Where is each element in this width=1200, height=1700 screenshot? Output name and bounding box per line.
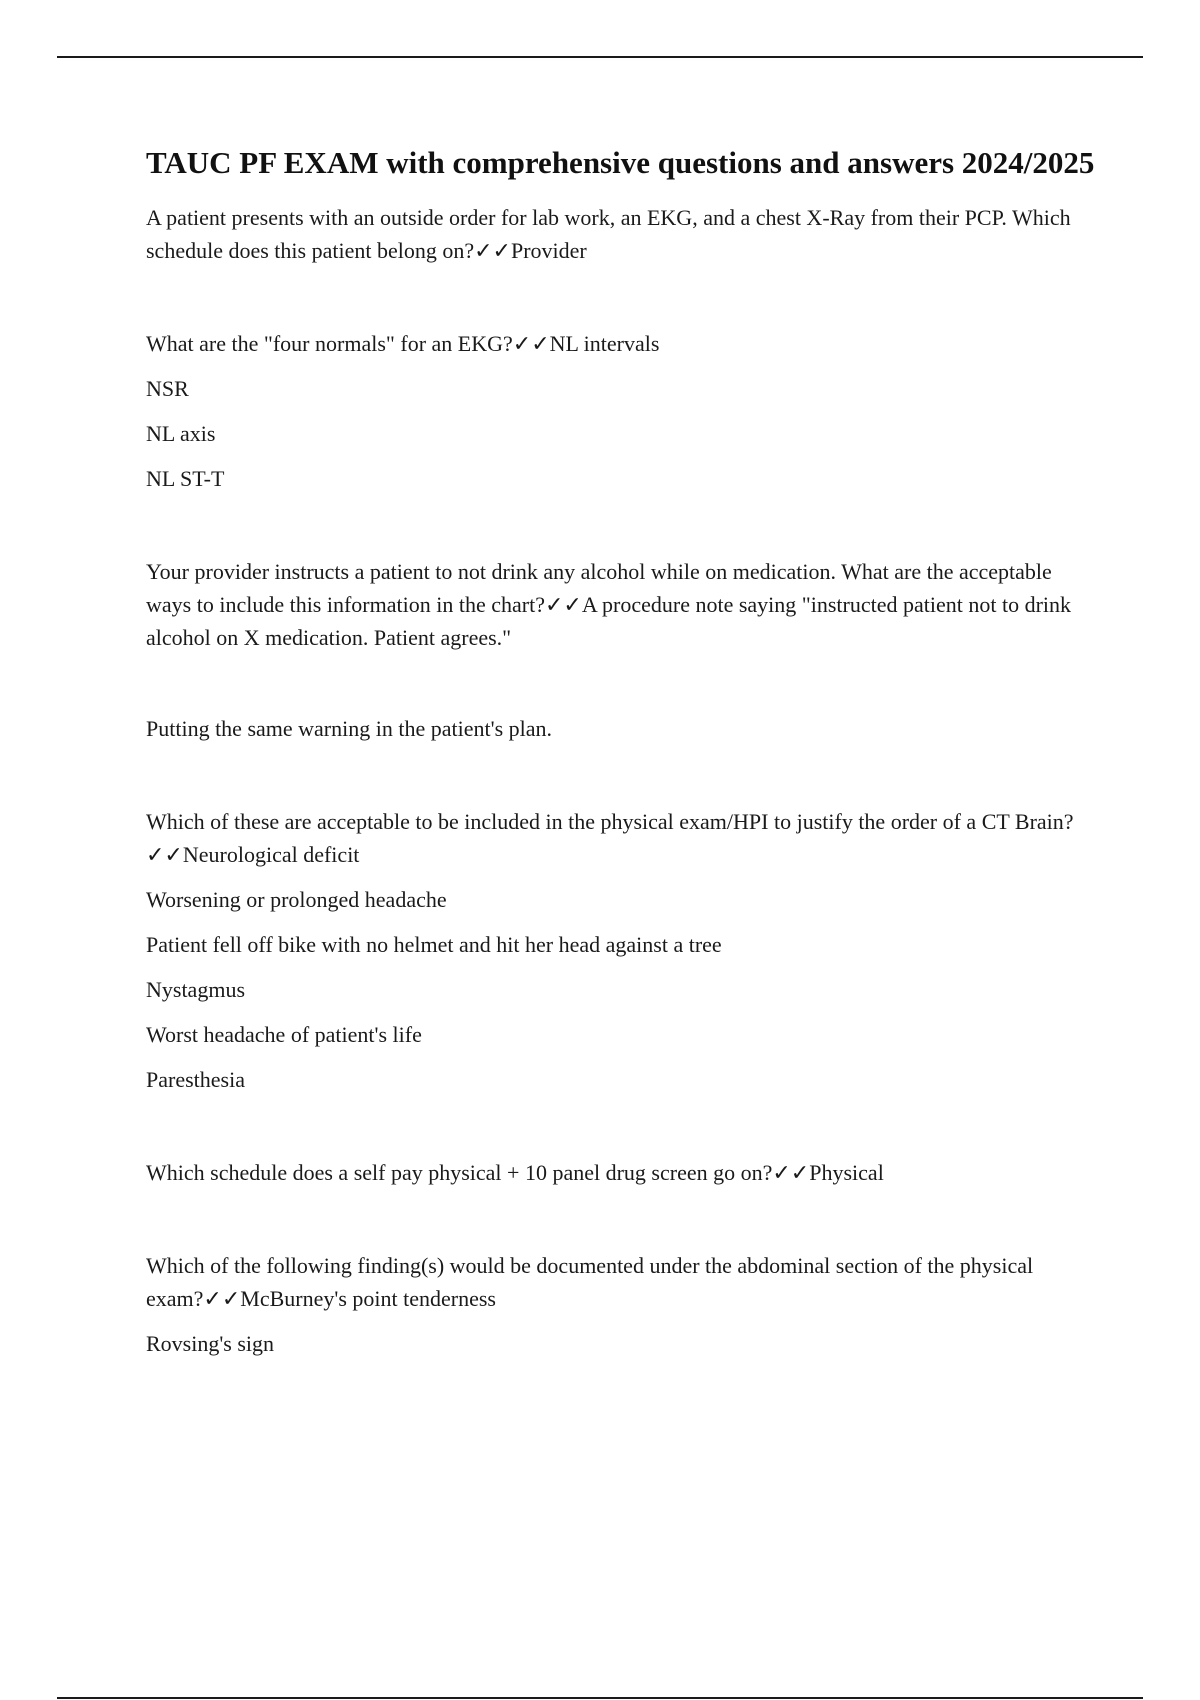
answer-line: Nystagmus xyxy=(146,977,245,1002)
question-text: A patient presents with an outside order for lab work, an EKG, and a chest X-Ray from their PCP. Which schedule does this patient belong on? xyxy=(146,205,1071,263)
question-text: What are the "four normals" for an EKG? xyxy=(146,331,513,356)
answer-text: Neurological deficit xyxy=(182,842,360,867)
answer-line: Putting the same warning in the patient's plan. xyxy=(146,716,553,741)
bottom-rule xyxy=(57,1697,1143,1699)
answer-line: NL ST-T xyxy=(146,466,225,491)
question-text: Which of these are acceptable to be included in the physical exam/HPI to justify the order of a CT Brain? xyxy=(146,809,1074,834)
check-marks: ✓✓ xyxy=(203,1286,241,1311)
qa-2 xyxy=(146,327,1096,360)
answer-line: Patient fell off bike with no helmet and hit her head against a tree xyxy=(146,932,722,957)
check-marks: ✓✓ xyxy=(474,238,511,263)
answer-line: NSR xyxy=(146,376,189,401)
answer-text: NL intervals xyxy=(549,331,660,356)
top-rule xyxy=(57,56,1143,58)
question-text: Which of the following finding(s) would be documented under the abdominal section of the physical exam? xyxy=(146,1253,1034,1311)
qa-4 xyxy=(146,805,1096,871)
answer-line: Worsening or prolonged headache xyxy=(146,887,447,912)
question-text: Which schedule does a self pay physical + 10 panel drug screen go on? xyxy=(146,1160,773,1185)
question-text: Your provider instructs a patient to not drink any alcohol while on medication. What are the acceptable ways to include this information in the chart? xyxy=(146,559,1052,617)
answer-line: Rovsing's sign xyxy=(146,1331,275,1356)
answer-line: NL axis xyxy=(146,421,216,446)
answer-line: Worst headache of patient's life xyxy=(146,1022,422,1047)
check-marks: ✓✓ xyxy=(512,331,550,356)
qa-6 xyxy=(146,1249,1096,1315)
document-body xyxy=(146,142,1096,1360)
answer-text: A procedure note saying "instructed patient not to drink alcohol on X medication. Patient agrees." xyxy=(146,592,1072,650)
answer-text: McBurney's point tenderness xyxy=(240,1286,496,1311)
check-marks: ✓✓ xyxy=(146,842,183,867)
answer-line: Paresthesia xyxy=(146,1067,245,1092)
qa-5 xyxy=(146,1156,1096,1189)
qa-1 xyxy=(146,201,1096,267)
document-title: TAUC PF EXAM with comprehensive questions and answers 2024/2025 xyxy=(146,145,1095,180)
qa-3 xyxy=(146,555,1096,654)
answer-text: Physical xyxy=(809,1160,884,1185)
check-marks: ✓✓ xyxy=(772,1160,810,1185)
check-marks: ✓✓ xyxy=(544,592,582,617)
answer-text: Provider xyxy=(510,238,587,263)
